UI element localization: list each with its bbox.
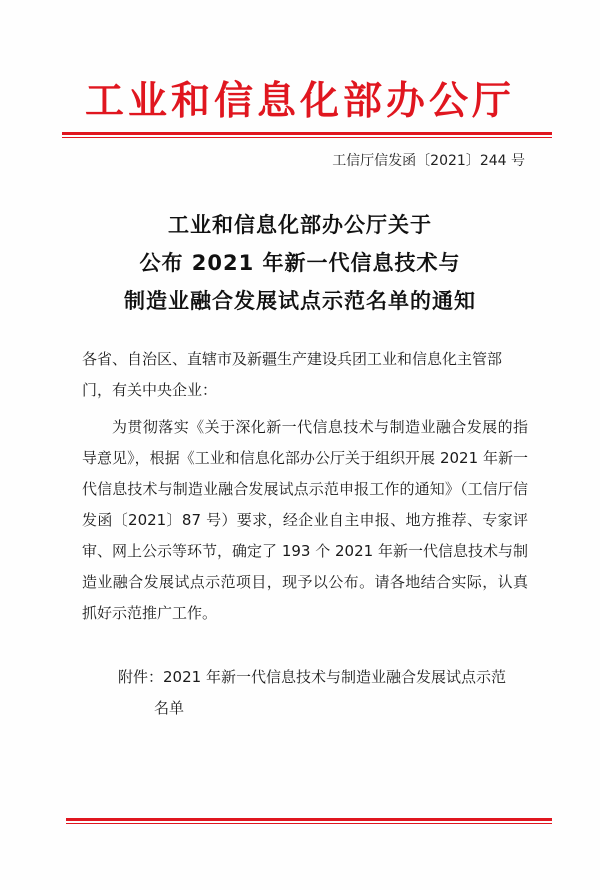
body-paragraph: 为贯彻落实《关于深化新一代信息技术与制造业融合发展的指导意见》，根据《工业和信息化部办公厅关于组织开展 2021 年新一代信息技术与制造业融合发展试点示范申报工作的通知》（工信厅信发函〔2021〕87 号）要求，经企业自主申报、地方推荐、专家评审、网上公示等环节，确定了 193 个 2021 年新一代信息技术与制造业融合发展试点示范项目，现予以公布。请各地结合实际，认真抓好示范推广工作。 <box>82 418 528 622</box>
title-line-3: 制造业融合发展试点示范名单的通知 <box>124 289 476 313</box>
title-line-2: 公布 2021 年新一代信息技术与 <box>139 251 461 275</box>
attachment-note <box>118 662 538 724</box>
footer-rule-thick <box>66 818 552 821</box>
attachment-line-2: 名单 <box>154 699 185 717</box>
letterhead-title: 工业和信息化部办公厅 <box>84 79 515 124</box>
document-number: 工信厅信发函〔2021〕244 号 <box>332 153 525 169</box>
letterhead-rule-thick <box>62 132 552 135</box>
document-title <box>0 206 600 320</box>
title-line-1: 工业和信息化部办公厅关于 <box>168 213 432 237</box>
attachment-line-1: 附件：2021 年新一代信息技术与制造业融合发展试点示范 <box>118 668 506 686</box>
addressee: 各省、自治区、直辖市及新疆生产建设兵团工业和信息化主管部门，有关中央企业： <box>82 350 503 399</box>
footer-rule-thin <box>66 823 552 824</box>
letterhead-rule-thin <box>62 137 552 138</box>
